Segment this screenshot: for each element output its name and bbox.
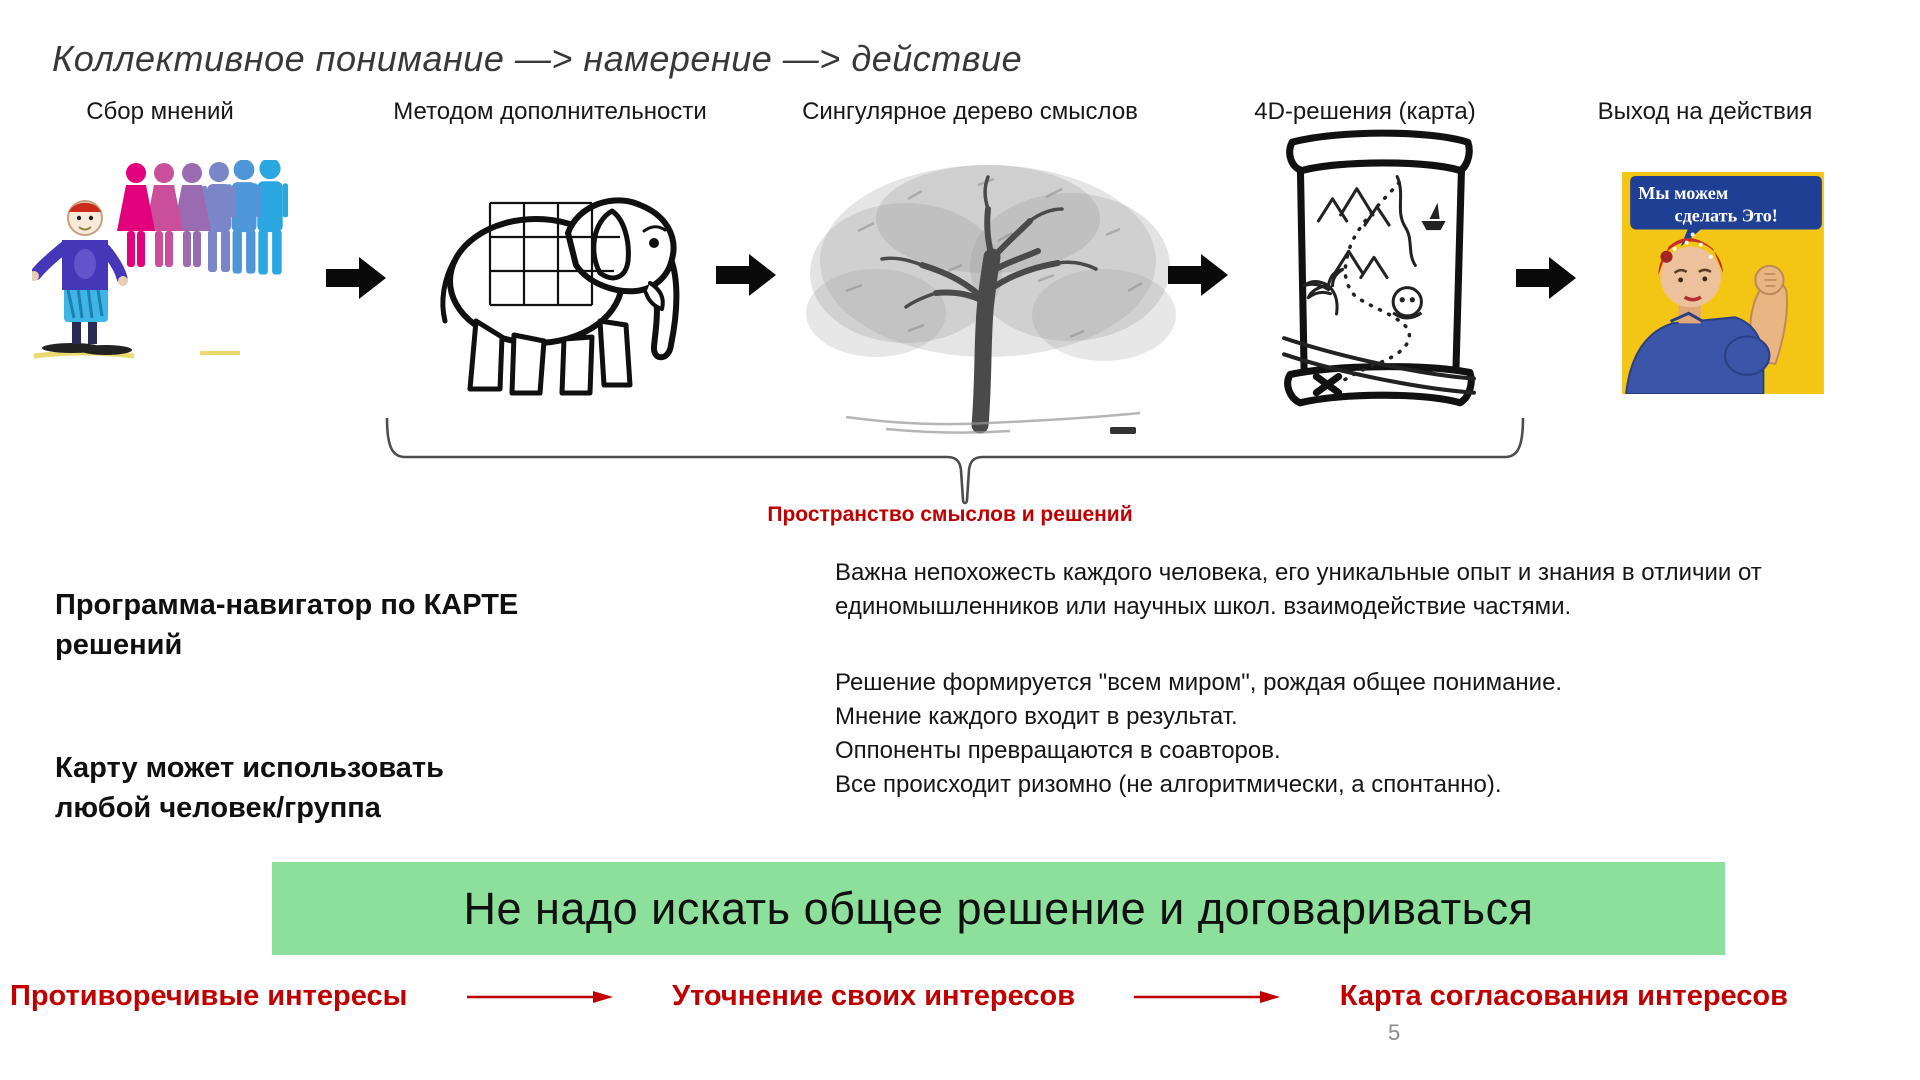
- bottom-item-interest-map: Карта согласования интересов: [1339, 980, 1788, 1012]
- people-opinions-illustration: [32, 160, 288, 376]
- red-arrow-1-icon: [465, 988, 615, 1006]
- highlight-banner: [272, 862, 1725, 955]
- flow-arrow-4-icon: [1516, 255, 1578, 301]
- brace-label: Пространство смыслов и решений: [767, 503, 1133, 526]
- paragraph-uniqueness-line1: Важна непохожесть каждого человека, его уникальные опыт и знания в отличии от: [835, 559, 1762, 586]
- red-arrow-2-icon: [1132, 988, 1282, 1006]
- bottom-item-clarify-interests: Уточнение своих интересов: [672, 980, 1076, 1012]
- note-anyone-can-use: Карту может использовать любой человек/группа: [55, 752, 444, 825]
- paragraph-solution-line1: Решение формируется "всем миром", рождая общее понимание.: [835, 669, 1563, 696]
- paragraph-uniqueness: [835, 556, 1762, 624]
- treasure-map-icon: [1278, 124, 1480, 422]
- step-label-4d-map: 4D-решения (карта): [1254, 98, 1476, 125]
- elephant-icon: [418, 152, 698, 404]
- poster-icon: [1622, 172, 1824, 394]
- paragraph-solution-line2: Мнение каждого входит в результат.: [835, 703, 1238, 730]
- people-icon: [32, 160, 288, 376]
- poster-text-line2: сделать Это!: [1674, 205, 1778, 226]
- elephant-grid-illustration: [418, 152, 698, 404]
- flow-arrow-2-icon: [716, 252, 778, 298]
- paragraph-solution-line4: Все происходит ризомно (не алгоритмически, а спонтанно).: [835, 771, 1502, 798]
- highlight-banner-text: Не надо искать общее решение и договариваться: [463, 882, 1534, 934]
- paragraph-uniqueness-line2: единомышленников или научных школ. взаимодействие частями.: [835, 593, 1572, 620]
- pictogram-people: [117, 160, 288, 275]
- child-drawing-figure: [32, 201, 132, 355]
- flow-arrow-1-icon: [326, 255, 388, 301]
- page-number: 5: [1388, 1020, 1401, 1045]
- bottom-item-conflicting-interests: Противоречивые интересы: [10, 980, 408, 1012]
- step-label-collect-opinions: Сбор мнений: [86, 98, 234, 125]
- map-skull: [1393, 288, 1421, 318]
- treasure-map-illustration: [1278, 124, 1480, 422]
- note-map-navigator: Программа-навигатор по КАРТЕ решений: [55, 589, 519, 662]
- flow-arrow-3-icon: [1168, 252, 1230, 298]
- paragraph-solution: [835, 666, 1562, 802]
- poster-text-line1: Мы можем: [1638, 183, 1729, 204]
- tree-sketch-illustration: [788, 150, 1188, 442]
- paragraph-solution-line3: Оппоненты превращаются в соавторов.: [835, 737, 1281, 764]
- step-label-actions: Выход на действия: [1597, 98, 1813, 125]
- step-label-meaning-tree: Сингулярное дерево смыслов: [802, 98, 1138, 125]
- we-can-do-it-poster: [1622, 172, 1824, 394]
- slide-title: Коллективное понимание —> намерение —> действие: [52, 38, 1023, 79]
- bottom-flow: [10, 980, 1788, 1013]
- step-label-complementarity: Методом дополнительности: [393, 98, 707, 125]
- tree-icon: [788, 150, 1188, 442]
- grouping-brace: [385, 418, 1525, 506]
